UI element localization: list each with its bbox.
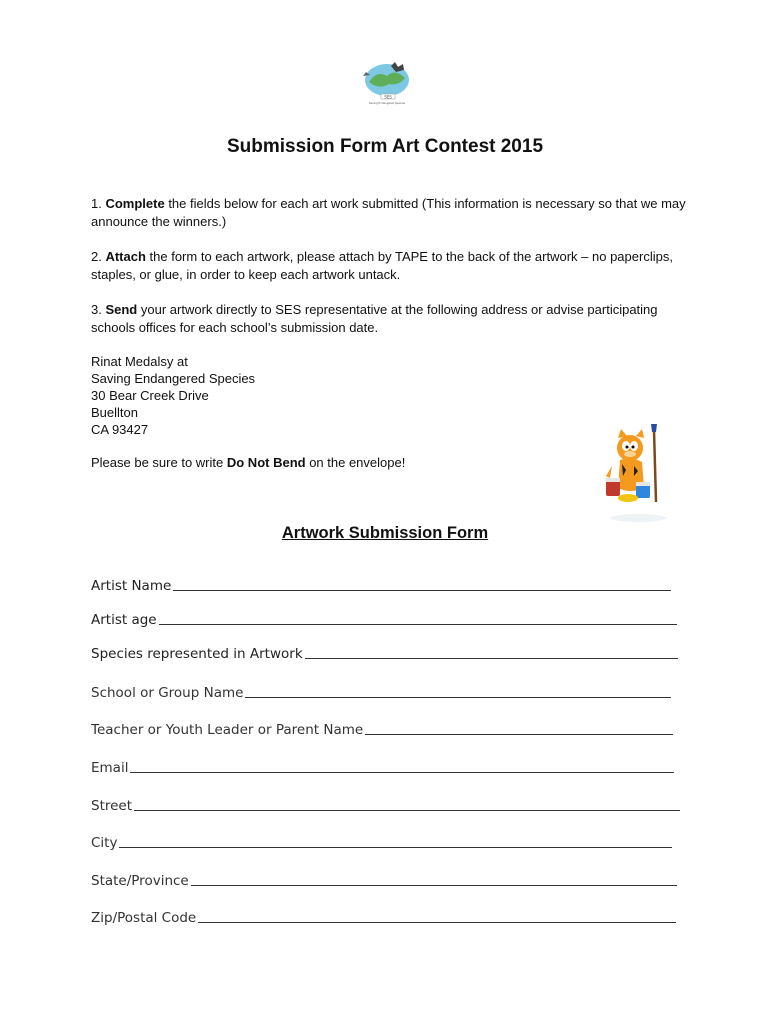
form-title [0,524,770,543]
field-label: City [91,835,118,851]
field-line[interactable] [191,885,677,886]
instruction-text: the fields below for each art work submitted (This information is necessary so that we may announce the winners.) [91,196,686,229]
field-label: Artist age [91,612,157,628]
envelope-note [91,455,405,470]
page-title: Submission Form Art Contest 2015 [226,136,544,157]
field-line[interactable] [173,590,671,591]
instruction-1 [91,195,691,230]
field-line[interactable] [159,624,677,625]
address-line: 30 Bear Creek Drive [91,388,209,403]
artist-age-field[interactable] [91,608,677,628]
field-line[interactable] [245,697,671,698]
instruction-number: 3. [91,302,102,317]
field-line[interactable] [130,772,674,773]
state-province-field[interactable] [91,869,677,889]
field-label: Zip/Postal Code [91,910,197,926]
note-text-end: on the envelope! [305,455,406,470]
field-line[interactable] [305,658,678,659]
address-line: Rinat Medalsy at [91,354,188,369]
instruction-2 [91,248,691,283]
instruction-keyword: Attach [105,249,146,264]
instruction-3 [91,301,691,336]
field-label: Species represented in Artwork [91,646,303,662]
street-field[interactable] [91,794,680,814]
instruction-keyword: Complete [105,196,165,211]
field-label: State/Province [91,873,189,889]
form-title-text: Artwork Submission Form [281,524,489,542]
instruction-keyword: Send [105,302,138,317]
logo-caption: Saving Endangered Species [368,102,406,105]
address-line: CA 93427 [91,422,149,437]
field-label: Email [91,760,129,776]
painter-cat-illustration [598,422,678,532]
school-group-field[interactable] [91,681,671,701]
note-text: Please be sure to write [91,455,227,470]
artist-name-field[interactable] [91,574,671,594]
city-field[interactable] [91,831,672,851]
mailing-address [91,353,255,438]
address-line: Saving Endangered Species [91,371,256,386]
zip-postal-code-field[interactable] [91,906,676,926]
logo-initials: SES [384,94,392,100]
field-line[interactable] [119,847,672,848]
ses-logo [355,58,419,108]
field-line[interactable] [198,922,676,923]
instruction-text: your artwork directly to SES representative at the following address or advise participating schools offices for each school’s submission date. [91,302,658,335]
field-label: Teacher or Youth Leader or Parent Name [91,722,364,738]
field-line[interactable] [134,810,680,811]
field-label: School or Group Name [91,685,244,701]
field-label: Street [91,798,133,814]
instruction-number: 2. [91,249,102,264]
email-field[interactable] [91,756,674,776]
address-line: Buellton [91,405,138,420]
species-field[interactable] [91,642,678,662]
field-line[interactable] [365,734,673,735]
instruction-number: 1. [91,196,102,211]
field-label: Artist Name [91,578,172,594]
teacher-leader-parent-field[interactable] [91,718,673,738]
instruction-text: the form to each artwork, please attach by TAPE to the back of the artwork – no paperclips, staples, or glue, in order to keep each artwork untack. [91,249,673,282]
note-emphasis: Do Not Bend [226,455,306,470]
